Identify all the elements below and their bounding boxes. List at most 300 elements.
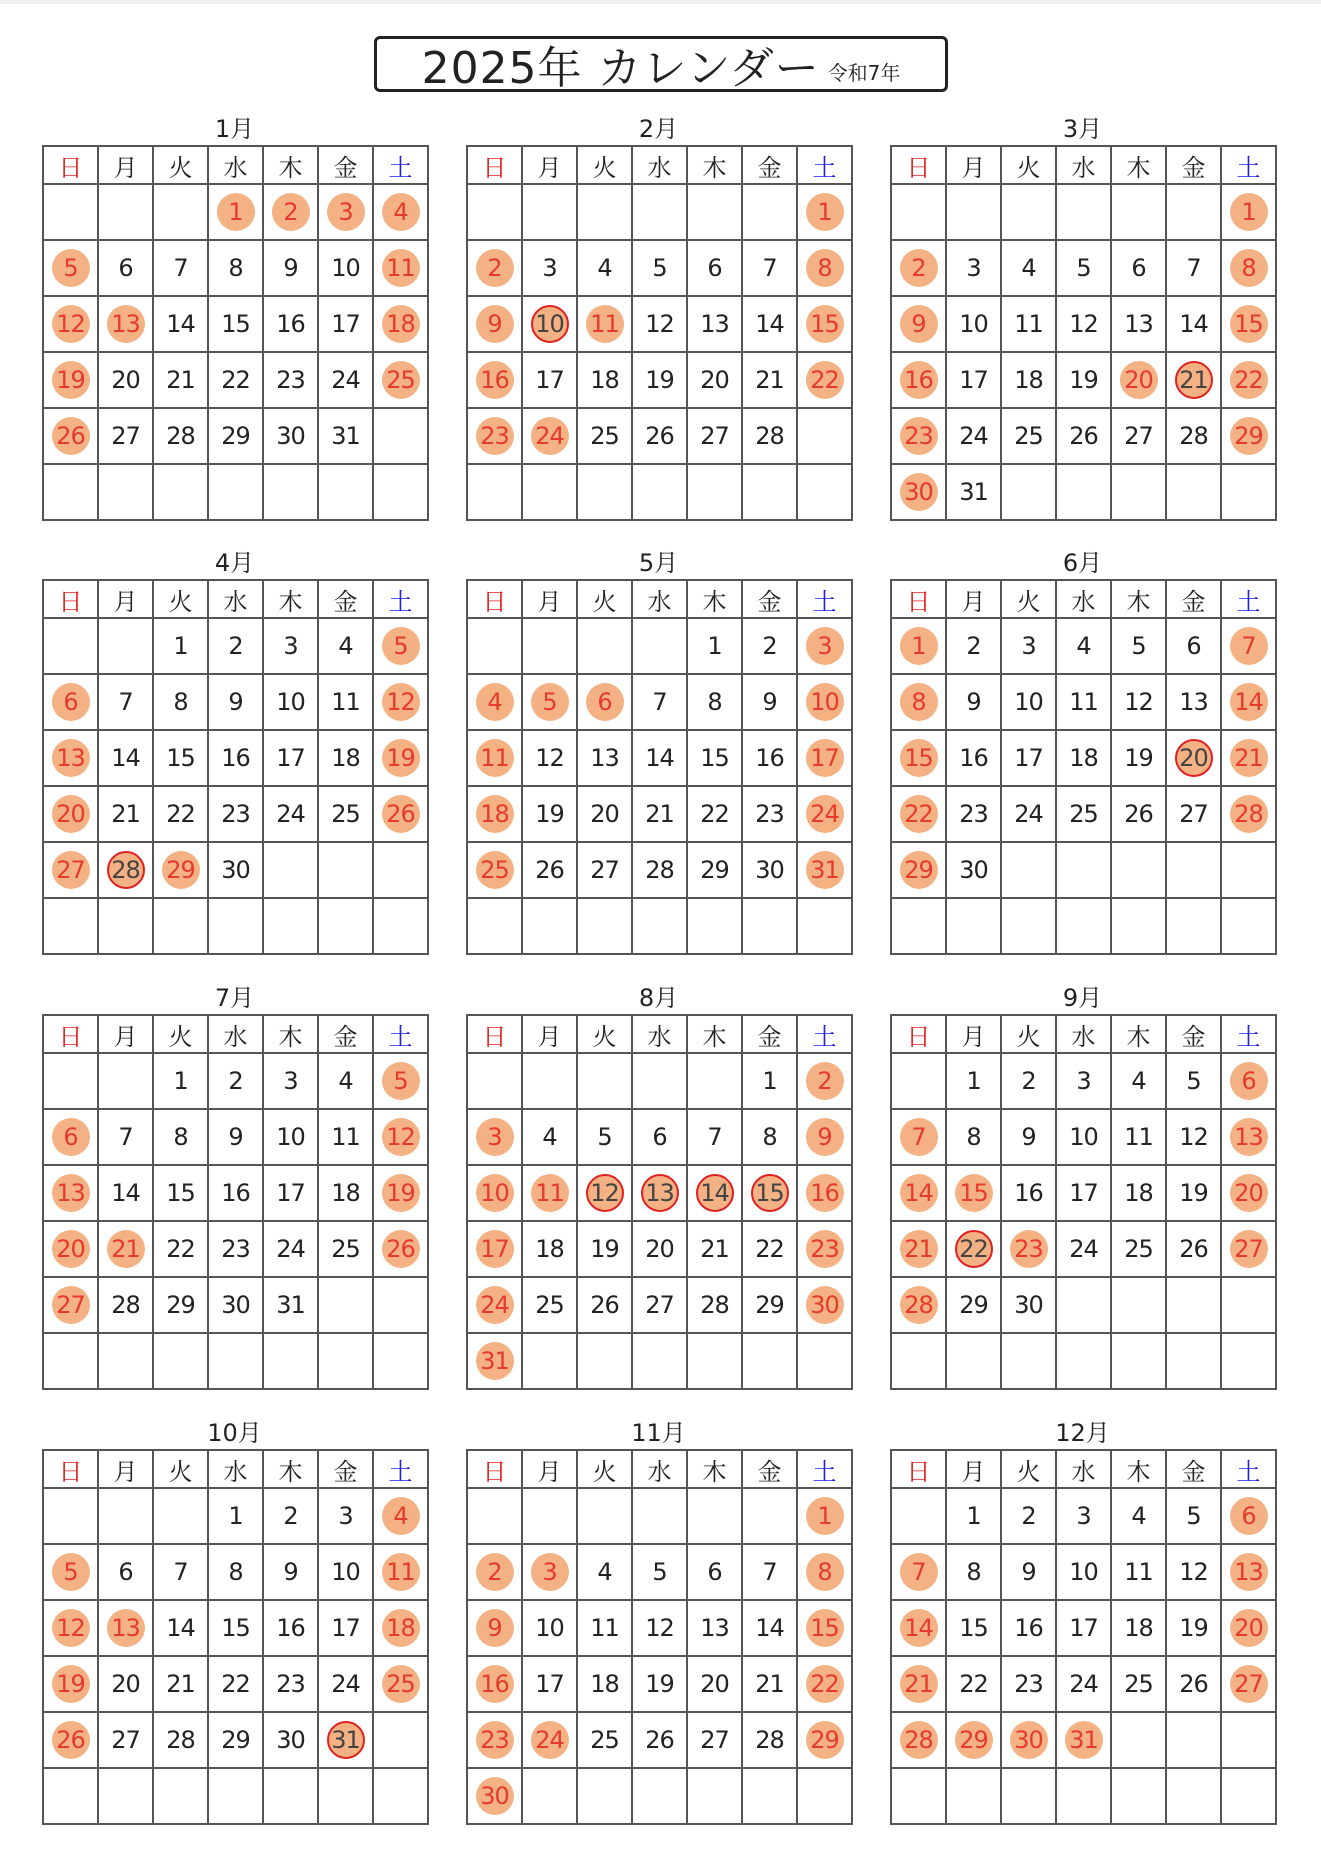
day-cell[interactable]: [319, 675, 374, 731]
day-cell[interactable]: [743, 1166, 798, 1222]
day-cell[interactable]: [892, 1601, 947, 1657]
day-cell[interactable]: [1002, 787, 1057, 843]
day-cell[interactable]: [798, 241, 853, 297]
day-cell[interactable]: [947, 1166, 1002, 1222]
day-cell[interactable]: [523, 1545, 578, 1601]
day-cell[interactable]: [1167, 1166, 1222, 1222]
day-cell[interactable]: [578, 1166, 633, 1222]
day-cell[interactable]: [154, 1054, 209, 1110]
day-cell[interactable]: [798, 787, 853, 843]
day-cell[interactable]: [1222, 731, 1277, 787]
day-cell[interactable]: [1167, 353, 1222, 409]
day-cell[interactable]: [798, 675, 853, 731]
day-cell[interactable]: [743, 787, 798, 843]
day-cell[interactable]: [798, 619, 853, 675]
day-cell[interactable]: [523, 241, 578, 297]
day-cell[interactable]: [374, 731, 429, 787]
day-cell[interactable]: [374, 1545, 429, 1601]
day-cell[interactable]: [44, 1545, 99, 1601]
day-cell[interactable]: [892, 241, 947, 297]
day-cell[interactable]: [633, 297, 688, 353]
day-cell[interactable]: [688, 843, 743, 899]
day-cell[interactable]: [1222, 1601, 1277, 1657]
day-cell[interactable]: [633, 787, 688, 843]
day-cell[interactable]: [798, 1713, 853, 1769]
day-cell[interactable]: [688, 1166, 743, 1222]
day-cell[interactable]: [1002, 241, 1057, 297]
day-cell[interactable]: [633, 1222, 688, 1278]
day-cell[interactable]: [374, 787, 429, 843]
day-cell[interactable]: [578, 1713, 633, 1769]
day-cell[interactable]: [374, 1166, 429, 1222]
day-cell[interactable]: [1222, 185, 1277, 241]
day-cell[interactable]: [99, 787, 154, 843]
day-cell[interactable]: [374, 1601, 429, 1657]
day-cell[interactable]: [578, 675, 633, 731]
day-cell[interactable]: [264, 1489, 319, 1545]
day-cell[interactable]: [688, 241, 743, 297]
day-cell[interactable]: [1002, 1657, 1057, 1713]
day-cell[interactable]: [798, 1110, 853, 1166]
day-cell[interactable]: [468, 1222, 523, 1278]
day-cell[interactable]: [99, 1657, 154, 1713]
day-cell[interactable]: [1002, 1601, 1057, 1657]
day-cell[interactable]: [44, 731, 99, 787]
day-cell[interactable]: [798, 1601, 853, 1657]
day-cell[interactable]: [892, 465, 947, 521]
day-cell[interactable]: [1057, 675, 1112, 731]
day-cell[interactable]: [798, 185, 853, 241]
day-cell[interactable]: [264, 675, 319, 731]
day-cell[interactable]: [743, 1278, 798, 1334]
day-cell[interactable]: [633, 1713, 688, 1769]
day-cell[interactable]: [264, 1713, 319, 1769]
day-cell[interactable]: [688, 675, 743, 731]
day-cell[interactable]: [743, 353, 798, 409]
day-cell[interactable]: [374, 619, 429, 675]
day-cell[interactable]: [99, 1713, 154, 1769]
day-cell[interactable]: [892, 1222, 947, 1278]
day-cell[interactable]: [44, 409, 99, 465]
day-cell[interactable]: [892, 1657, 947, 1713]
day-cell[interactable]: [1112, 409, 1167, 465]
day-cell[interactable]: [523, 353, 578, 409]
day-cell[interactable]: [798, 353, 853, 409]
day-cell[interactable]: [798, 1545, 853, 1601]
day-cell[interactable]: [1112, 1657, 1167, 1713]
day-cell[interactable]: [892, 675, 947, 731]
day-cell[interactable]: [44, 297, 99, 353]
day-cell[interactable]: [743, 843, 798, 899]
day-cell[interactable]: [154, 619, 209, 675]
day-cell[interactable]: [743, 619, 798, 675]
day-cell[interactable]: [374, 675, 429, 731]
day-cell[interactable]: [1222, 1166, 1277, 1222]
day-cell[interactable]: [209, 843, 264, 899]
day-cell[interactable]: [633, 843, 688, 899]
day-cell[interactable]: [1112, 1601, 1167, 1657]
day-cell[interactable]: [468, 843, 523, 899]
day-cell[interactable]: [374, 1489, 429, 1545]
day-cell[interactable]: [468, 675, 523, 731]
day-cell[interactable]: [468, 1545, 523, 1601]
day-cell[interactable]: [1167, 1601, 1222, 1657]
day-cell[interactable]: [319, 241, 374, 297]
day-cell[interactable]: [798, 731, 853, 787]
day-cell[interactable]: [1222, 1489, 1277, 1545]
day-cell[interactable]: [1112, 787, 1167, 843]
day-cell[interactable]: [688, 353, 743, 409]
day-cell[interactable]: [154, 353, 209, 409]
day-cell[interactable]: [798, 1166, 853, 1222]
day-cell[interactable]: [1112, 619, 1167, 675]
day-cell[interactable]: [209, 619, 264, 675]
day-cell[interactable]: [892, 1278, 947, 1334]
day-cell[interactable]: [1002, 675, 1057, 731]
day-cell[interactable]: [154, 675, 209, 731]
day-cell[interactable]: [578, 1278, 633, 1334]
day-cell[interactable]: [523, 297, 578, 353]
day-cell[interactable]: [947, 1545, 1002, 1601]
day-cell[interactable]: [44, 241, 99, 297]
day-cell[interactable]: [947, 1713, 1002, 1769]
day-cell[interactable]: [1167, 731, 1222, 787]
day-cell[interactable]: [154, 1278, 209, 1334]
day-cell[interactable]: [264, 1222, 319, 1278]
day-cell[interactable]: [743, 1601, 798, 1657]
day-cell[interactable]: [633, 1657, 688, 1713]
day-cell[interactable]: [578, 1657, 633, 1713]
day-cell[interactable]: [99, 1278, 154, 1334]
day-cell[interactable]: [99, 1222, 154, 1278]
day-cell[interactable]: [1057, 1166, 1112, 1222]
day-cell[interactable]: [264, 297, 319, 353]
day-cell[interactable]: [1057, 731, 1112, 787]
day-cell[interactable]: [264, 241, 319, 297]
day-cell[interactable]: [892, 843, 947, 899]
day-cell[interactable]: [947, 241, 1002, 297]
day-cell[interactable]: [1222, 787, 1277, 843]
day-cell[interactable]: [319, 1110, 374, 1166]
day-cell[interactable]: [1222, 409, 1277, 465]
day-cell[interactable]: [947, 353, 1002, 409]
day-cell[interactable]: [743, 731, 798, 787]
day-cell[interactable]: [947, 1110, 1002, 1166]
day-cell[interactable]: [209, 1545, 264, 1601]
day-cell[interactable]: [468, 297, 523, 353]
day-cell[interactable]: [154, 787, 209, 843]
day-cell[interactable]: [892, 409, 947, 465]
day-cell[interactable]: [523, 787, 578, 843]
day-cell[interactable]: [209, 1489, 264, 1545]
day-cell[interactable]: [743, 1657, 798, 1713]
day-cell[interactable]: [264, 1278, 319, 1334]
day-cell[interactable]: [688, 1713, 743, 1769]
day-cell[interactable]: [892, 1545, 947, 1601]
day-cell[interactable]: [99, 1166, 154, 1222]
day-cell[interactable]: [743, 409, 798, 465]
day-cell[interactable]: [578, 1110, 633, 1166]
day-cell[interactable]: [99, 1601, 154, 1657]
day-cell[interactable]: [633, 353, 688, 409]
day-cell[interactable]: [44, 675, 99, 731]
day-cell[interactable]: [1112, 1489, 1167, 1545]
day-cell[interactable]: [523, 731, 578, 787]
day-cell[interactable]: [633, 1601, 688, 1657]
day-cell[interactable]: [1167, 1489, 1222, 1545]
day-cell[interactable]: [1167, 787, 1222, 843]
day-cell[interactable]: [633, 409, 688, 465]
day-cell[interactable]: [264, 1054, 319, 1110]
day-cell[interactable]: [1112, 297, 1167, 353]
day-cell[interactable]: [1222, 297, 1277, 353]
day-cell[interactable]: [1002, 1713, 1057, 1769]
day-cell[interactable]: [947, 675, 1002, 731]
day-cell[interactable]: [743, 1222, 798, 1278]
day-cell[interactable]: [1167, 297, 1222, 353]
day-cell[interactable]: [468, 731, 523, 787]
day-cell[interactable]: [1167, 1545, 1222, 1601]
day-cell[interactable]: [947, 1489, 1002, 1545]
day-cell[interactable]: [578, 409, 633, 465]
day-cell[interactable]: [154, 1713, 209, 1769]
day-cell[interactable]: [209, 297, 264, 353]
day-cell[interactable]: [688, 1278, 743, 1334]
day-cell[interactable]: [1222, 1054, 1277, 1110]
day-cell[interactable]: [633, 731, 688, 787]
day-cell[interactable]: [523, 1657, 578, 1713]
day-cell[interactable]: [1002, 1545, 1057, 1601]
day-cell[interactable]: [44, 1657, 99, 1713]
day-cell[interactable]: [892, 1713, 947, 1769]
day-cell[interactable]: [798, 1054, 853, 1110]
day-cell[interactable]: [1112, 1222, 1167, 1278]
day-cell[interactable]: [1057, 619, 1112, 675]
day-cell[interactable]: [264, 1110, 319, 1166]
day-cell[interactable]: [633, 1166, 688, 1222]
day-cell[interactable]: [1112, 1054, 1167, 1110]
day-cell[interactable]: [1222, 619, 1277, 675]
day-cell[interactable]: [523, 843, 578, 899]
day-cell[interactable]: [264, 619, 319, 675]
day-cell[interactable]: [374, 1054, 429, 1110]
day-cell[interactable]: [578, 1601, 633, 1657]
day-cell[interactable]: [374, 241, 429, 297]
day-cell[interactable]: [1057, 1657, 1112, 1713]
day-cell[interactable]: [1222, 1110, 1277, 1166]
day-cell[interactable]: [523, 1110, 578, 1166]
day-cell[interactable]: [209, 241, 264, 297]
day-cell[interactable]: [1057, 297, 1112, 353]
day-cell[interactable]: [319, 1545, 374, 1601]
day-cell[interactable]: [1002, 1110, 1057, 1166]
day-cell[interactable]: [264, 731, 319, 787]
day-cell[interactable]: [947, 297, 1002, 353]
day-cell[interactable]: [319, 619, 374, 675]
day-cell[interactable]: [688, 297, 743, 353]
day-cell[interactable]: [1002, 353, 1057, 409]
day-cell[interactable]: [154, 1166, 209, 1222]
day-cell[interactable]: [154, 1222, 209, 1278]
day-cell[interactable]: [1057, 353, 1112, 409]
day-cell[interactable]: [99, 353, 154, 409]
day-cell[interactable]: [947, 409, 1002, 465]
day-cell[interactable]: [523, 1278, 578, 1334]
day-cell[interactable]: [1112, 1110, 1167, 1166]
day-cell[interactable]: [578, 843, 633, 899]
day-cell[interactable]: [688, 409, 743, 465]
day-cell[interactable]: [947, 787, 1002, 843]
day-cell[interactable]: [578, 241, 633, 297]
day-cell[interactable]: [523, 1222, 578, 1278]
day-cell[interactable]: [1167, 675, 1222, 731]
day-cell[interactable]: [798, 1278, 853, 1334]
day-cell[interactable]: [44, 1601, 99, 1657]
day-cell[interactable]: [209, 1054, 264, 1110]
day-cell[interactable]: [947, 1054, 1002, 1110]
day-cell[interactable]: [468, 1713, 523, 1769]
day-cell[interactable]: [209, 1166, 264, 1222]
day-cell[interactable]: [209, 1657, 264, 1713]
day-cell[interactable]: [374, 297, 429, 353]
day-cell[interactable]: [1002, 1054, 1057, 1110]
day-cell[interactable]: [319, 731, 374, 787]
day-cell[interactable]: [209, 731, 264, 787]
day-cell[interactable]: [99, 1110, 154, 1166]
day-cell[interactable]: [892, 1110, 947, 1166]
day-cell[interactable]: [319, 409, 374, 465]
day-cell[interactable]: [1167, 619, 1222, 675]
day-cell[interactable]: [468, 353, 523, 409]
day-cell[interactable]: [154, 843, 209, 899]
day-cell[interactable]: [209, 185, 264, 241]
day-cell[interactable]: [947, 731, 1002, 787]
day-cell[interactable]: [743, 1713, 798, 1769]
day-cell[interactable]: [264, 353, 319, 409]
day-cell[interactable]: [374, 353, 429, 409]
day-cell[interactable]: [798, 843, 853, 899]
day-cell[interactable]: [578, 1545, 633, 1601]
day-cell[interactable]: [1222, 675, 1277, 731]
day-cell[interactable]: [468, 1601, 523, 1657]
day-cell[interactable]: [1057, 241, 1112, 297]
day-cell[interactable]: [319, 1713, 374, 1769]
day-cell[interactable]: [264, 787, 319, 843]
day-cell[interactable]: [468, 1278, 523, 1334]
day-cell[interactable]: [743, 1545, 798, 1601]
day-cell[interactable]: [743, 297, 798, 353]
day-cell[interactable]: [468, 1334, 523, 1390]
day-cell[interactable]: [209, 1278, 264, 1334]
day-cell[interactable]: [264, 1545, 319, 1601]
day-cell[interactable]: [468, 409, 523, 465]
day-cell[interactable]: [264, 1601, 319, 1657]
day-cell[interactable]: [99, 297, 154, 353]
day-cell[interactable]: [44, 1713, 99, 1769]
day-cell[interactable]: [44, 1166, 99, 1222]
day-cell[interactable]: [1112, 353, 1167, 409]
day-cell[interactable]: [468, 241, 523, 297]
day-cell[interactable]: [374, 1222, 429, 1278]
day-cell[interactable]: [1057, 1110, 1112, 1166]
day-cell[interactable]: [1002, 409, 1057, 465]
day-cell[interactable]: [468, 1769, 523, 1825]
day-cell[interactable]: [209, 1601, 264, 1657]
day-cell[interactable]: [947, 1601, 1002, 1657]
day-cell[interactable]: [319, 297, 374, 353]
day-cell[interactable]: [1002, 1166, 1057, 1222]
day-cell[interactable]: [688, 1601, 743, 1657]
day-cell[interactable]: [319, 185, 374, 241]
day-cell[interactable]: [1222, 1657, 1277, 1713]
day-cell[interactable]: [947, 619, 1002, 675]
day-cell[interactable]: [743, 1110, 798, 1166]
day-cell[interactable]: [44, 353, 99, 409]
day-cell[interactable]: [44, 1222, 99, 1278]
day-cell[interactable]: [892, 297, 947, 353]
day-cell[interactable]: [468, 787, 523, 843]
day-cell[interactable]: [633, 1545, 688, 1601]
day-cell[interactable]: [1112, 731, 1167, 787]
day-cell[interactable]: [44, 787, 99, 843]
day-cell[interactable]: [1167, 409, 1222, 465]
day-cell[interactable]: [154, 1110, 209, 1166]
day-cell[interactable]: [892, 619, 947, 675]
day-cell[interactable]: [1057, 1489, 1112, 1545]
day-cell[interactable]: [374, 1110, 429, 1166]
day-cell[interactable]: [688, 787, 743, 843]
day-cell[interactable]: [1112, 675, 1167, 731]
day-cell[interactable]: [633, 1110, 688, 1166]
day-cell[interactable]: [99, 675, 154, 731]
day-cell[interactable]: [209, 1713, 264, 1769]
day-cell[interactable]: [1167, 241, 1222, 297]
day-cell[interactable]: [578, 297, 633, 353]
day-cell[interactable]: [99, 1545, 154, 1601]
day-cell[interactable]: [319, 1657, 374, 1713]
day-cell[interactable]: [264, 409, 319, 465]
day-cell[interactable]: [947, 1222, 1002, 1278]
day-cell[interactable]: [633, 1278, 688, 1334]
day-cell[interactable]: [523, 1166, 578, 1222]
day-cell[interactable]: [688, 1545, 743, 1601]
day-cell[interactable]: [743, 1054, 798, 1110]
day-cell[interactable]: [44, 1278, 99, 1334]
day-cell[interactable]: [1057, 1545, 1112, 1601]
day-cell[interactable]: [264, 1657, 319, 1713]
day-cell[interactable]: [1057, 1601, 1112, 1657]
day-cell[interactable]: [1222, 1545, 1277, 1601]
day-cell[interactable]: [688, 731, 743, 787]
day-cell[interactable]: [1057, 1054, 1112, 1110]
day-cell[interactable]: [374, 1657, 429, 1713]
day-cell[interactable]: [154, 241, 209, 297]
day-cell[interactable]: [468, 1110, 523, 1166]
day-cell[interactable]: [468, 1166, 523, 1222]
day-cell[interactable]: [892, 787, 947, 843]
day-cell[interactable]: [947, 1657, 1002, 1713]
day-cell[interactable]: [99, 843, 154, 899]
day-cell[interactable]: [892, 353, 947, 409]
day-cell[interactable]: [1057, 1713, 1112, 1769]
day-cell[interactable]: [1002, 1278, 1057, 1334]
day-cell[interactable]: [798, 1657, 853, 1713]
day-cell[interactable]: [319, 787, 374, 843]
day-cell[interactable]: [209, 675, 264, 731]
day-cell[interactable]: [633, 241, 688, 297]
day-cell[interactable]: [1222, 1222, 1277, 1278]
day-cell[interactable]: [374, 185, 429, 241]
